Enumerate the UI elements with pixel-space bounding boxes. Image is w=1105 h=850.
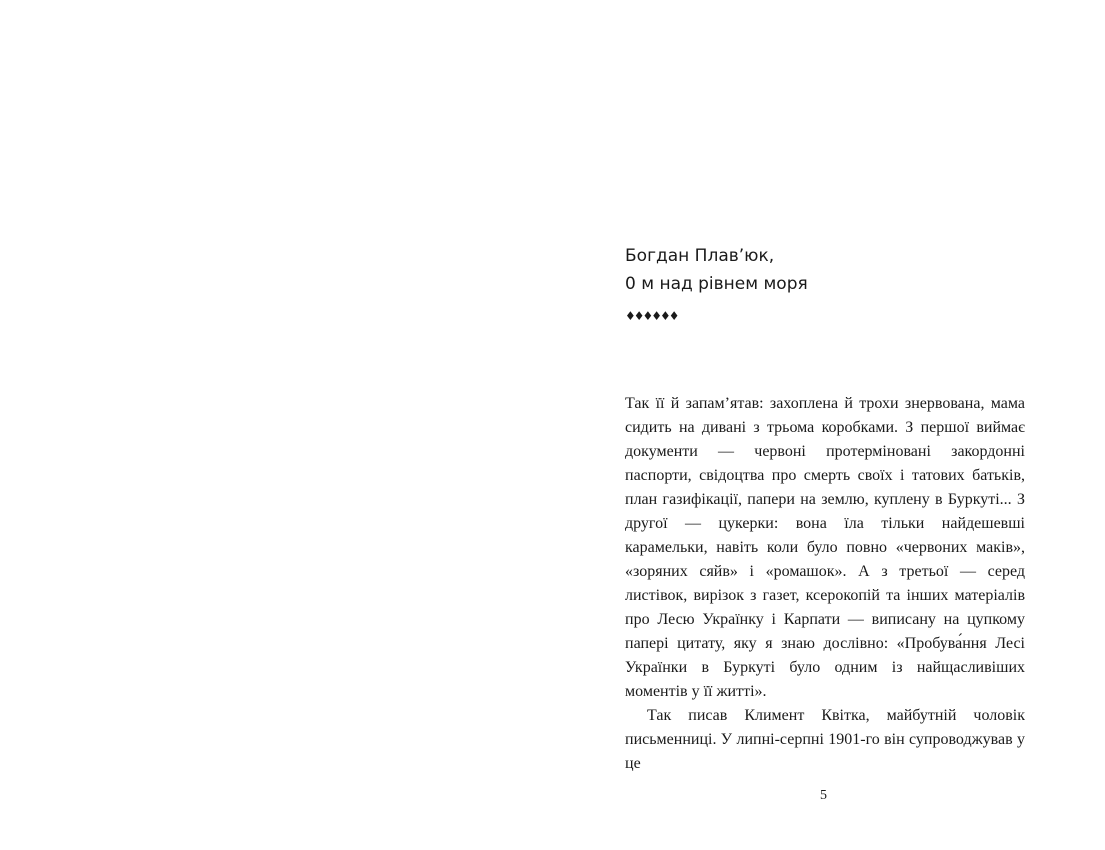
paragraph: Так писав Климент Квітка, майбутній чоловік письменниці. У липні-серпні 1901-го він супроводжував у це [625,707,1025,772]
chapter-author: Богдан Плав’юк, [625,246,775,266]
right-page [552,0,1105,850]
page-number: 5 [820,788,827,803]
paragraph: Так її й запам’ятав: захоплена й трохи знервована, мама сидить на дивані з трьома коробками. З першої виймає документи — червоні протерміновані закордонні паспорти, свідоцтва про смерть своїх і татових батьків, план газифікації, папери на землю, куплену в Буркуті... З другої — цукерки: вона їла тільки найдешевші карамельки, навіть коли було повно «червоних маків», «зоряних сяйв» і «ромашок». А з третьої — серед листівок, вирізок з газет, ксерокопій та інших матеріалів про Лесю Українку і Карпати — виписану на цупкому папері цитату, яку я знаю дослівно: «Пробува́ння Лесі Українки в Буркуті було одним із найщасливіших моментів у її житті». [625,395,1025,700]
left-page-blank [0,0,552,850]
chapter-heading [625,242,1045,298]
body-text [625,392,1025,776]
chapter-title: 0 м над рівнем моря [625,274,808,294]
diamond-ornament-icon: ♦♦♦♦♦♦ [625,309,678,323]
